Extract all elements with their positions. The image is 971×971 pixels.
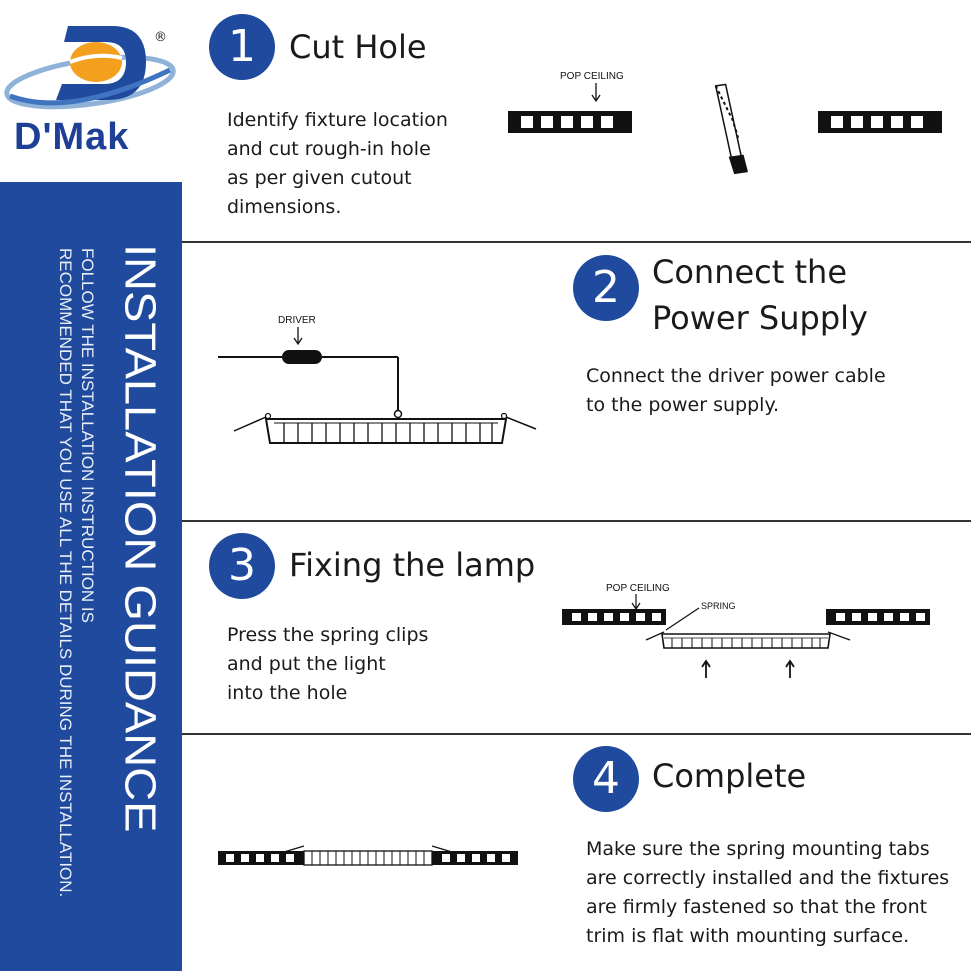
description-line: trim is flat with mounting surface. [586,925,910,947]
power-supply-diagram [210,305,550,455]
description-line: are correctly installed and the fixtures [586,867,950,889]
section-divider [182,733,971,735]
description-line: dimensions. [227,196,342,218]
sidebar-title: INSTALLATION GUIDANCE [116,244,165,833]
description-line: into the hole [227,682,348,704]
brand-logo [0,0,182,182]
driver-icon [282,350,322,364]
description-line: Press the spring clips [227,624,429,646]
saw-icon [716,83,748,175]
panel-light-icon [646,632,850,648]
ceiling-board-icon [826,609,930,625]
step-description [227,621,428,708]
step-title: Power Supply [652,299,868,337]
panel-light-icon [284,846,452,865]
description-line: are firmly fastened so that the front [586,896,928,918]
step-description [586,362,886,420]
description-line: Connect the driver power cable [586,365,886,387]
description-line: Identify fixture location [227,109,448,131]
section-divider [182,520,971,522]
step-title: Complete [652,757,807,795]
description-line: and put the light [227,653,386,675]
pop-ceiling-label: POP CEILING [606,583,670,594]
complete-diagram [214,840,524,880]
sidebar-subtitle-line: FOLLOW THE INSTALLATION INSTRUCTION IS [78,248,97,623]
description-line: as per given cutout [227,167,412,189]
ceiling-board-icon [562,609,666,625]
registered-mark: ® [154,30,167,45]
step-description [586,835,949,951]
arrow-up-icon [786,661,794,678]
description-line: Make sure the spring mounting tabs [586,838,930,860]
arrow-up-icon [702,661,710,678]
cut-hole-diagram [500,60,960,180]
panel-light-icon [234,414,536,444]
ceiling-board-icon [818,111,942,133]
step-number-badge: 3 [209,533,275,599]
step-number-badge: 4 [573,746,639,812]
sidebar-subtitle-line: RECOMMENDED THAT YOU USE ALL THE DETAILS DURING THE INSTALLATION. [56,248,75,898]
ceiling-board-icon [218,851,304,865]
ceiling-board-icon [508,111,632,133]
description-line: and cut rough-in hole [227,138,431,160]
brand-name: D'Mak [14,116,130,158]
pop-ceiling-label: POP CEILING [560,71,624,82]
fixing-lamp-diagram [556,572,946,692]
step-title: Cut Hole [289,28,427,66]
step-title: Fixing the lamp [289,546,536,584]
dmak-logo-icon [0,0,182,120]
spring-label: SPRING [701,601,736,611]
sidebar-subtitle [46,248,98,908]
ceiling-board-icon [432,851,518,865]
step-number-badge: 1 [209,14,275,80]
step-title: Connect the [652,253,847,291]
description-line: to the power supply. [586,394,780,416]
driver-label: DRIVER [278,315,316,326]
section-divider [182,241,971,243]
step-description [227,106,448,222]
step-number-badge: 2 [573,255,639,321]
